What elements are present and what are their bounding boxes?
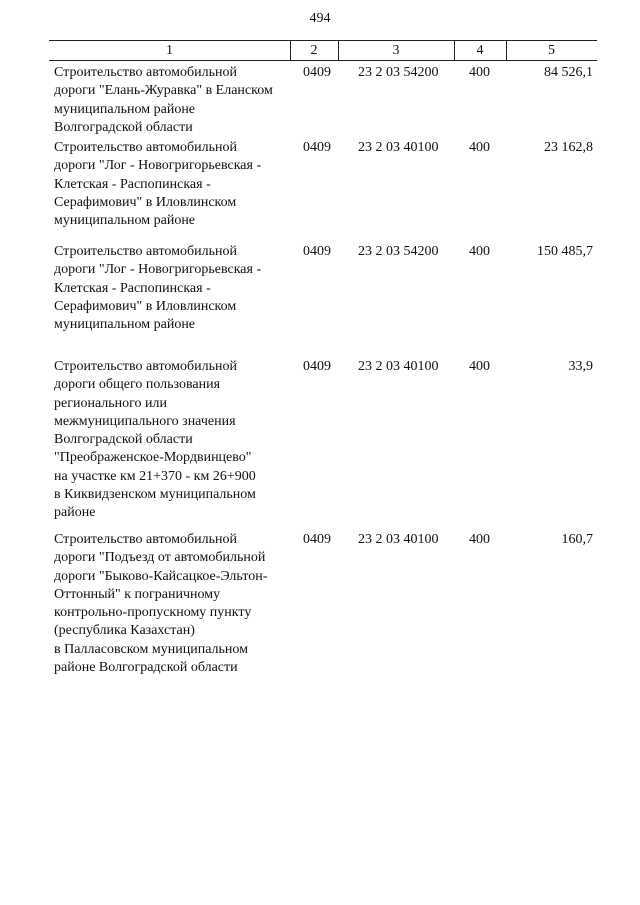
row-amount: 150 485,7 (537, 244, 593, 259)
row-section: 0409 (303, 359, 331, 374)
description-line: Волгоградской области (54, 432, 193, 448)
description-line: Строительство автомобильной (54, 244, 237, 259)
description-line: межмуниципального значения (54, 413, 236, 429)
description-line: Волгоградской области (54, 119, 193, 135)
description-line: муниципальном районе (54, 317, 196, 333)
description-line: контрольно-пропускному пункту (54, 605, 252, 621)
row-type: 400 (469, 244, 490, 259)
description-line: (республика Казахстан) (54, 623, 195, 639)
row-description (54, 243, 294, 334)
description-line: Клетская - Распопинская - (54, 280, 211, 296)
row-type: 400 (469, 359, 490, 374)
description-line: районе Волгоградской области (54, 660, 238, 676)
description-line: муниципальном районе (54, 101, 196, 117)
description-line: Оттонный" к пограничному (54, 586, 221, 602)
row-description (54, 64, 294, 137)
row-code: 23 2 03 40100 (358, 140, 439, 155)
row-code: 23 2 03 40100 (358, 532, 439, 547)
description-line: Клетская - Распопинская - (54, 176, 211, 192)
row-amount: 160,7 (561, 532, 593, 547)
description-line: в Палласовском муниципальном (54, 641, 248, 657)
description-line: дороги общего пользования (54, 377, 221, 393)
row-description (54, 139, 294, 230)
row-amount: 23 162,8 (544, 140, 593, 155)
row-type: 400 (469, 65, 490, 80)
header-col-4: 4 (476, 43, 484, 58)
row-code: 23 2 03 40100 (358, 359, 439, 374)
description-line: районе (54, 505, 96, 521)
description-line: муниципальном районе (54, 213, 196, 229)
page-number: 494 (309, 11, 331, 26)
description-line: дороги "Лог - Новогригорьевская - (54, 158, 262, 174)
header-col-5: 5 (548, 43, 555, 58)
description-line: Строительство автомобильной (54, 140, 237, 155)
header-col-1: 1 (166, 43, 173, 58)
row-type: 400 (469, 532, 490, 547)
description-line: дороги "Подъезд от автомобильной (54, 550, 266, 566)
row-section: 0409 (303, 140, 331, 155)
row-type: 400 (469, 140, 490, 155)
header-col-3: 3 (392, 43, 400, 58)
row-section: 0409 (303, 532, 331, 547)
row-code: 23 2 03 54200 (358, 65, 439, 80)
description-line: дороги "Елань-Журавка" в Еланском (54, 83, 273, 99)
row-section: 0409 (303, 244, 331, 259)
header-col-2: 2 (310, 43, 318, 58)
description-line: Серафимович" в Иловлинском (54, 194, 237, 210)
row-section: 0409 (303, 65, 331, 80)
row-description (54, 531, 294, 677)
description-line: дороги "Быково-Кайсацкое-Эльтон- (54, 568, 268, 584)
row-description (54, 358, 294, 523)
description-line: регионального или (54, 395, 168, 411)
row-code: 23 2 03 54200 (358, 244, 439, 259)
row-amount: 33,9 (568, 359, 593, 374)
description-line: в Киквидзенском муниципальном (54, 487, 256, 503)
description-line: Серафимович" в Иловлинском (54, 298, 237, 314)
table-header (49, 40, 597, 61)
description-line: дороги "Лог - Новогригорьевская - (54, 262, 262, 278)
description-line: на участке км 21+370 - км 26+900 (54, 468, 256, 484)
description-line: Строительство автомобильной (54, 65, 237, 80)
description-line: Строительство автомобильной (54, 532, 237, 547)
description-line: Строительство автомобильной (54, 359, 237, 374)
description-line: "Преображенское-Мордвинцево" (54, 450, 252, 466)
row-amount: 84 526,1 (544, 65, 593, 80)
